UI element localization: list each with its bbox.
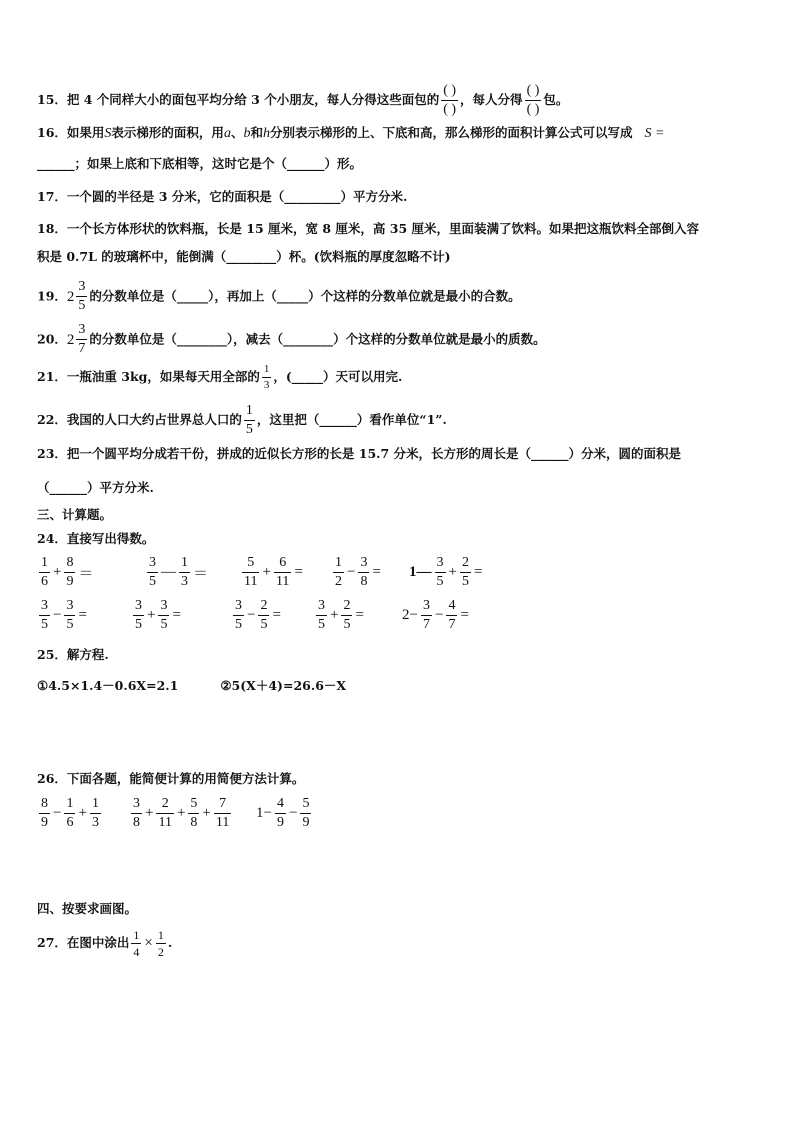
question-26: 26．下面各题，能简便计算的用简便方法计算。: [37, 771, 305, 786]
section-heading-4: 四、按要求画图。: [37, 901, 138, 916]
section-heading-3: 三、计算题。: [37, 507, 113, 522]
calc-item: 1 2 − $\frac{3}{8}$ =: [335, 555, 381, 589]
question-19: 19． 2 3 5 的分数单位是（_____），再加上（_____）个这样的分数单位就是最小的合数。: [37, 279, 521, 313]
calc-item: 3 5 — 1 3 ＝: [149, 555, 209, 589]
question-16-line2: ______；如果上底和下底相等，这时它是个（______）形。: [37, 156, 363, 171]
question-20: 20． 2 3 7 的分数单位是（________），减去（________）个这样的分数单位就是最小的质数。: [37, 322, 546, 356]
blank-fraction[interactable]: ( ) ( ): [443, 83, 457, 117]
question-24: 24．直接写出得数。: [37, 531, 155, 546]
equation-2: ②5(X＋4)=26.6－X: [220, 678, 347, 693]
question-25: 25．解方程.: [37, 647, 109, 662]
calc-item: 3 5 + $\frac{3}{5}$ =: [135, 598, 181, 632]
blank-fraction[interactable]: ( ) ( ): [526, 83, 540, 117]
equations: [37, 676, 346, 696]
calc-expression-3: 1− $\frac{4}{9}$ − $\frac{5}{9}$: [256, 796, 310, 830]
question-17: 17．一个圆的半径是 3 分米，它的面积是（_________）平方分米.: [37, 189, 408, 204]
calc-expression-2: 3 8 + $\frac{2}{11}$ + $\frac{5}{8}$ + $\frac{7}{11}$: [133, 796, 230, 830]
calc-item: 1— 3 5 + $\frac{2}{5}$ =: [409, 555, 483, 589]
mixed-number: 2 3 5: [66, 279, 86, 313]
calc-expression-1: 8 9 − $\frac{1}{6}$ + $\frac{1}{3}$: [41, 796, 99, 830]
fraction: $\frac{1}{3}$: [263, 363, 270, 391]
calc-item: 3 5 + $\frac{2}{5}$ =: [318, 598, 364, 632]
calc-item: 3 5 − $\frac{2}{5}$ =: [235, 598, 281, 632]
question-18-line2: 积是 0.7L 的玻璃杯中，能倒满（________）杯。(饮料瓶的厚度忽略不计): [37, 249, 451, 264]
equation-1: ①4.5×1.4－0.6X=2.1: [37, 678, 179, 693]
question-23: 23．把一个圆平均分成若干份，拼成的近似长方形的长是 15.7 分米，长方形的周长是（______）分米，圆的面积是: [37, 446, 682, 461]
question-18: 18．一个长方体形状的饮料瓶，长是 15 厘米，宽 8 厘米，高 35 厘米，里面装满了饮料。如果把这瓶饮料全部倒入容: [37, 221, 700, 236]
question-27: 27．在图中涂出 $\frac{1}{4}$ × $\frac{1}{2}$ .: [37, 928, 173, 959]
calc-item: 2− $\frac{3}{7}$ − $\frac{4}{7}$ =: [402, 598, 469, 632]
question-21: 21．一瓶油重 3kg，如果每天用全部的 $\frac{1}{3}$ ，(_____）天可以用完.: [37, 363, 403, 391]
question-23-line2: （______）平方分米.: [37, 480, 154, 495]
question-22: 22．我国的人口大约占世界总人口的 $\frac{1}{5}$ ，这里把（______）看作单位“1”.: [37, 403, 447, 437]
calc-item: 5 11 + $\frac{6}{11}$ =: [244, 555, 303, 589]
calc-item: 3 5 − $\frac{3}{5}$ =: [41, 598, 87, 632]
question-16: 16．如果用S表示梯形的面积，用a、b和h分别表示梯形的上、下底和高，那么梯形的面积计算公式可以写成 S =: [37, 125, 665, 141]
fraction: $\frac{1}{5}$: [245, 403, 253, 437]
question-15: 15．把 4 个同样大小的面包平均分给 3 个小朋友，每人分得这些面包的 ( ) ( ) ，每人分得 ( ) ( ) 包。: [37, 83, 569, 117]
mixed-number: 2 3 7: [66, 322, 86, 356]
calc-item: 1 6 + $\frac{8}{9}$ ＝: [41, 555, 94, 589]
